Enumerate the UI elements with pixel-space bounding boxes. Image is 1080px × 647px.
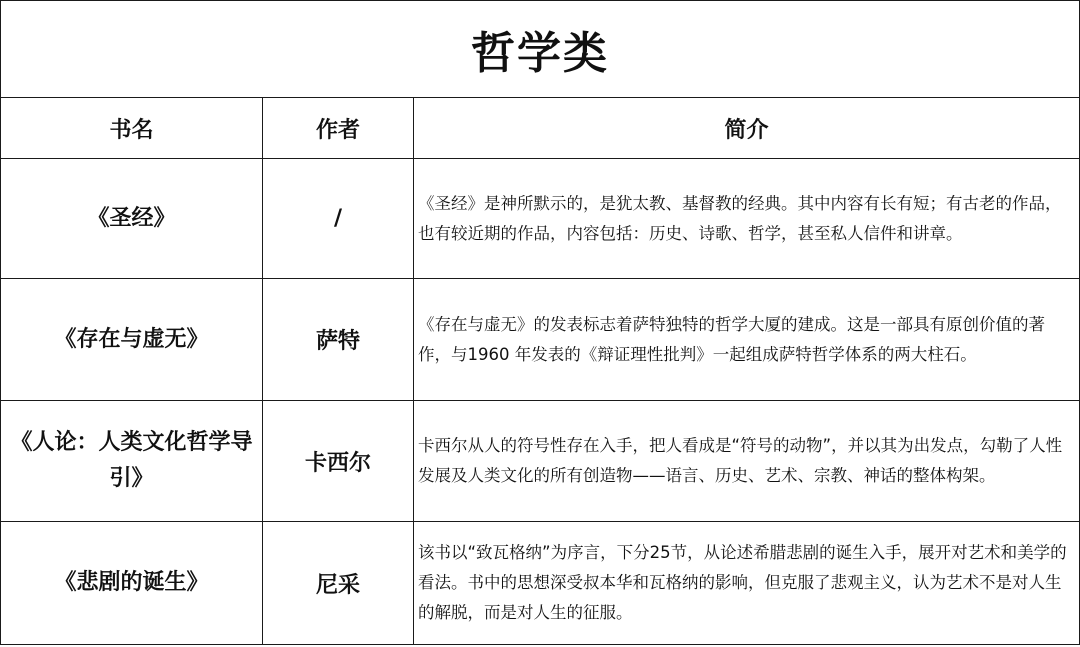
book-name-cell: 《悲剧的诞生》: [1, 522, 263, 645]
intro-cell: 《圣经》是神所默示的，是犹太教、基督教的经典。其中内容有长有短；有古老的作品，也有较近期的作品，内容包括：历史、诗歌、哲学，甚至私人信件和讲章。: [414, 159, 1080, 279]
book-name-cell: 《圣经》: [1, 159, 263, 279]
author-cell: 尼采: [263, 522, 414, 645]
author-cell: /: [263, 159, 414, 279]
table-row: [1, 401, 1080, 522]
table-row: [1, 159, 1080, 279]
table-row: [1, 522, 1080, 645]
table-row: [1, 279, 1080, 401]
author-cell: 卡西尔: [263, 401, 414, 522]
book-name-cell: 《存在与虚无》: [1, 279, 263, 401]
intro-cell: 《存在与虚无》的发表标志着萨特独特的哲学大厦的建成。这是一部具有原创价值的著作，与1960 年发表的《辩证理性批判》一起组成萨特哲学体系的两大柱石。: [414, 279, 1080, 401]
intro-cell: 该书以“致瓦格纳”为序言，下分25节，从论述希腊悲剧的诞生入手，展开对艺术和美学的看法。书中的思想深受叔本华和瓦格纳的影响，但克服了悲观主义，认为艺术不是对人生的解脱，而是对人生的征服。: [414, 522, 1080, 645]
header-book-name: 书名: [1, 98, 263, 159]
author-cell: 萨特: [263, 279, 414, 401]
header-author: 作者: [263, 98, 414, 159]
header-intro: 简介: [414, 98, 1080, 159]
table-title: 哲学类: [1, 1, 1080, 98]
intro-cell: 卡西尔从人的符号性存在入手，把人看成是“符号的动物”，并以其为出发点，勾勒了人性发展及人类文化的所有创造物——语言、历史、艺术、宗教、神话的整体构架。: [414, 401, 1080, 522]
book-name-cell: 《人论：人类文化哲学导引》: [1, 401, 263, 522]
